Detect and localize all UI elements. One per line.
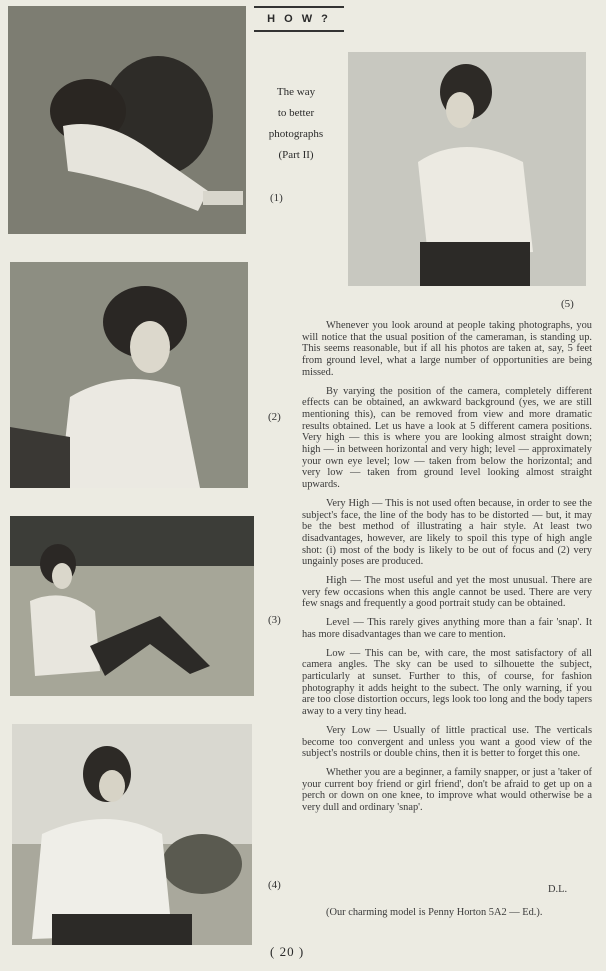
caption-3: (3) (268, 614, 281, 626)
paragraph: High — The most useful and yet the most unusual. There are very few occasions when this angle cannot be used. There are very few snags and frequently a good portrait study can be obtained. (302, 575, 592, 610)
page-number: ( 20 ) (270, 944, 305, 959)
paragraph: Low — This can be, with care, the most satisfactory of all camera angles. The sky can be used to silhouette the subject, particularly at sunset. Further to this, of course, for fashion photography it adds height to the subect. The only warning, if you are too close distortion occurs, legs look too long and the body tapers away to a very tiny head. (302, 647, 592, 718)
paragraph: Level — This rarely gives anything more than a fair 'snap'. It has more disadvantages than we care to mention. (302, 617, 592, 640)
paragraph: Very Low — Usually of little practical use. The verticals become too convergent and unless you want a good view of the subject's nostrils or double chins, then it is better to forget this one. (302, 724, 592, 760)
article-body (302, 320, 592, 821)
paragraph: Whether you are a beginner, a family snapper, or just a 'taker of your current boy friend or girl friend', don't be afraid to get up on a perch or down on one knee, to improve what would otherwise be a very dull and ordinary 'snap'. (302, 766, 592, 814)
caption-5: (5) (561, 298, 574, 310)
subtitle-line: to better (277, 107, 315, 119)
photo-2-high (10, 262, 248, 488)
photo-4-low (12, 724, 252, 945)
subtitle-line: photographs (268, 128, 324, 140)
article-subtitle (256, 82, 336, 166)
paragraph: Whenever you look around at people taking photographs, you will notice that the usual position of the cameraman, is standing up. This seems reasonable, but if all his photos are taken at, say, 5 feet from ground level, what a large number of opportunities are being missed. (302, 320, 592, 378)
photo-5-very-low (348, 52, 586, 286)
paragraph: By varying the position of the camera, completely different effects can be obtained, an awkward background (yes, we are still mentioning this), can be removed from view and more dramatic results obtained. Let us have a look at 5 different camera positions. Very high — this is where you are looking almost straight down; high — in between horizontal and very high; level — approximately your own eye level; low — taken from below the horizontal; and very low — taken from ground level looking almost straight upwards. (302, 385, 592, 491)
caption-2: (2) (268, 411, 281, 423)
caption-4: (4) (268, 879, 281, 891)
author-signature: D.L. (548, 884, 568, 895)
subtitle-line: The way (276, 86, 316, 98)
paragraph: Very High — This is not used often because, in order to see the subject's face, the line of the body has to be distorted — but, it may be the best method of illustrating a hair style. At least two disadvantages, however, are likely to spoil this type of high angle shot: (i) most of the body is likely to be out of focus and (2) very ungainly poses are produced. (302, 497, 592, 568)
photo-1-very-high (8, 6, 246, 234)
editor-note: (Our charming model is Penny Horton 5A2 — Ed.). (326, 907, 543, 918)
subtitle-line: (Part II) (278, 149, 314, 161)
article-heading: H O W ? (254, 6, 344, 32)
photo-3-level (10, 516, 254, 696)
caption-1: (1) (270, 192, 283, 204)
